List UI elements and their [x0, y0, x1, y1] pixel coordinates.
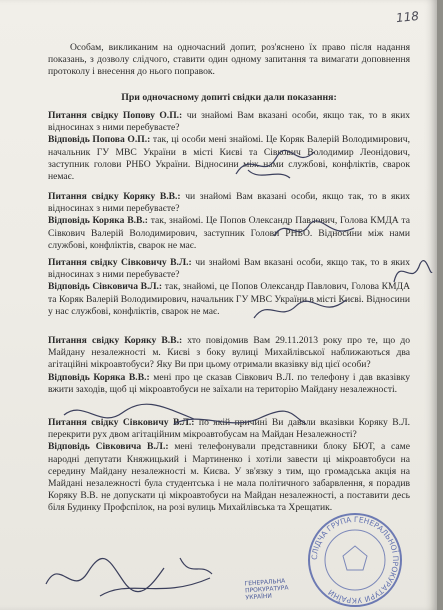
- signature-sivkovych: [390, 252, 434, 292]
- question-label: Питання свідку Сівковичу В.Л.:: [48, 417, 195, 428]
- page-number: 118: [395, 8, 420, 26]
- answer-label: Відповідь Попова О.П.:: [48, 134, 151, 146]
- answer-text: так, знайомі, це Попов Олександр Павлович, Голова КМДА та Коряк Валерій Володимирович, начальник ГУ МВС України в місті Києві. Відносини у нас службові, конфліктів, сварок не має.: [48, 281, 410, 317]
- stamp-footer: ГЕНЕРАЛЬНА ПРОКУРАТУРА УКРАЇНИ: [244, 577, 289, 602]
- answer-text: так, знайомі. Це Попов Олександр Павлович, Голова КМДА та Сівкович Валерій Володимирович, заступник Голови РНБО. Відносини між нами службові, конфліктів, сварок не має.: [48, 215, 410, 251]
- stamp-ring-text: СЛІДЧА ГРУПА ГЕНЕРАЛЬНОЇ ПРОКУРАТУРИ УКРАЇНИ: [309, 514, 401, 606]
- question-text: чи знайомі Вам вказані особи, якщо так, то в яких відносинах з ними перебуваєте?: [48, 110, 410, 134]
- question-label: Питання свідку Сівковичу В.Л.:: [48, 257, 192, 268]
- qa-block-1: [48, 110, 410, 183]
- section-heading: При одночасному допиті свідки дали показання:: [121, 92, 337, 103]
- question-label: Питання свідку Коряку В.В.:: [48, 191, 181, 202]
- answer-text: так, ці особи мені знайомі. Це Коряк Валерій Володимирович, начальник ГУ МВС України в місті Києві та Сівкович Володимир Леонідович, заступник голови РНБО України. Відносини між нами службові, конфліктів, сварок немає.: [48, 134, 410, 183]
- answer-label: Відповідь Сівковича В.Л.:: [48, 441, 169, 453]
- question-text: хто повідомив Вам 29.11.2013 року про те, що до Майдану незалежності м. Києві з боку вулиці Михайлівської наближаються два агітаційні мікроавтобуси? Яку Ви при цьому отримали вказівку від цієї особи?: [48, 335, 410, 371]
- signature-popov: [230, 140, 320, 190]
- question-text: чи знайомі Вам вказані особи, якщо так, то в яких відносинах з ними перебуваєте?: [48, 257, 410, 281]
- question-label: Питання свідку Коряку В.В.:: [48, 335, 183, 346]
- official-stamp: [305, 510, 405, 610]
- answer-text: мені телефонували представники блоку БЮТ, а саме народні депутати Княжицький і Мартиненко і хотіли завести ці мікроавтобуси на середину Майдану незалежності м. Києва. У зв'язку з тим, що громадська акція на Майдані незалежності була студентська і не мала політичного забарвлення, я порадив Коряку В.В. не допускати ці мікроавтобуси на Майдан незалежності, а поставити десь біля Будинку Профспілок, на розі вулиць Михайлівська та Хрещатик.: [48, 441, 410, 514]
- answer-label: Відповідь Сівковича В.Л.:: [48, 281, 163, 293]
- svg-text:СЛІДЧА ГРУПА ГЕНЕРАЛЬНОЇ ПРОКУ: [310, 515, 400, 605]
- intro-paragraph: Особам, викликаним на одночасний допит, роз'яснено їх право після надання показань, з дозволу слідчого, ставити один одному запитання та вимагати доповнення протоколу і внесення до нього поправок.: [48, 42, 410, 78]
- signature-koryak: [270, 210, 360, 250]
- signature-bottom: [40, 548, 220, 603]
- question-label: Питання свідку Попову О.П.:: [48, 110, 183, 121]
- signature-5: [170, 404, 310, 434]
- qa-block-3: [48, 257, 410, 318]
- question-text: чи знайомі Вам вказані особи, якщо так, то в яких відносинах з ними перебуваєте?: [48, 191, 411, 215]
- answer-label: Відповідь Коряка В.В.:: [48, 371, 150, 383]
- signature-3: [250, 290, 350, 330]
- answer-text: мені про це сказав Сівкович В.Л. по телефону і дав вказівку вжити заходів, щоб ці мікроавтобуси не заїхали на територію Майдану незалежності.: [48, 371, 410, 395]
- answer-label: Відповідь Коряка В.В.:: [48, 215, 148, 227]
- question-text: по якій причині Ви давали вказівки Коряку В.Л. перекрити рух двом агітаційним мікроавтобусам на Майдан Незалежності?: [48, 417, 410, 441]
- qa-block-4: [48, 335, 410, 396]
